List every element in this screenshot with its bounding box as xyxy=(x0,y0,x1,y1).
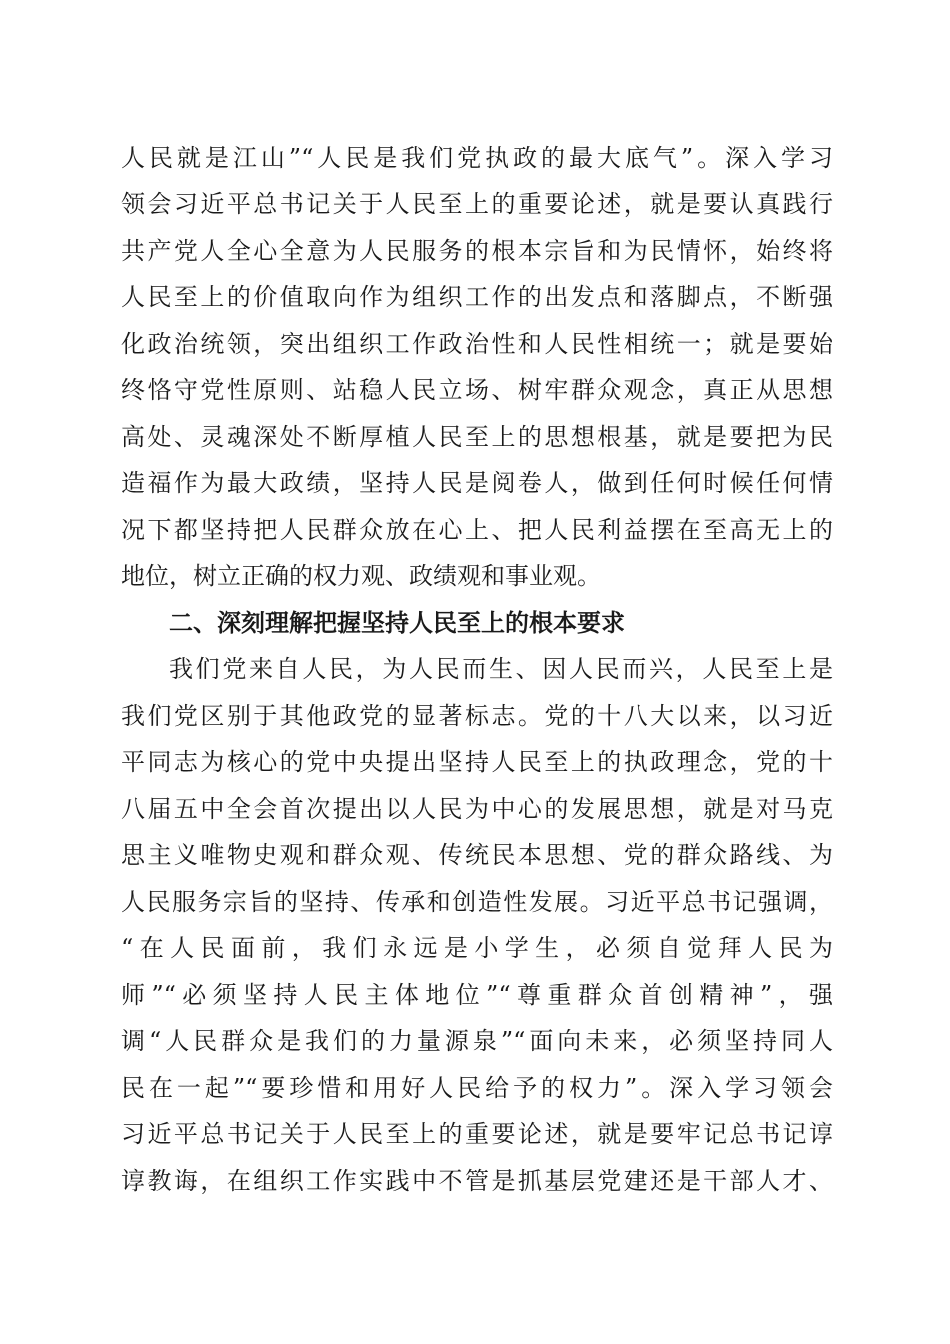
paragraph-2-line-2: 我们党区别于其他政党的显著标志。党的十八大以来，以习近 xyxy=(121,702,833,730)
paragraph-1-line-9: 况下都坚持把人民群众放在心上、把人民利益摆在至高无上的 xyxy=(121,516,833,544)
paragraph-1-line-7: 高处、灵魂深处不断厚植人民至上的思想根基，就是要把为民 xyxy=(121,423,833,451)
paragraph-2-line-4: 八届五中全会首次提出以人民为中心的发展思想，就是对马克 xyxy=(121,795,833,823)
paragraph-2-line-12: 谆教诲，在组织工作实践中不管是抓基层党建还是干部人才、 xyxy=(121,1167,833,1195)
paragraph-1-line-5: 化政治统领，突出组织工作政治性和人民性相统一；就是要始 xyxy=(121,330,833,358)
paragraph-2-line-10: 民在一起”“要珍惜和用好人民给予的权力”。深入学习领会 xyxy=(121,1074,833,1102)
paragraph-1-line-6: 终恪守党性原则、站稳人民立场、树牢群众观念，真正从思想 xyxy=(121,376,833,404)
paragraph-1-line-3: 共产党人全心全意为人民服务的根本宗旨和为民情怀，始终将 xyxy=(121,237,833,265)
paragraph-1-line-2: 领会习近平总书记关于人民至上的重要论述，就是要认真践行 xyxy=(121,190,833,218)
paragraph-2-line-7: “在人民面前，我们永远是小学生，必须自觉拜人民为 xyxy=(121,934,833,962)
paragraph-2-line-9: 调“人民群众是我们的力量源泉”“面向未来，必须坚持同人 xyxy=(121,1027,833,1055)
paragraph-1-line-1: 人民就是江山”“人民是我们党执政的最大底气”。深入学习 xyxy=(121,144,833,172)
section-heading: 二、深刻理解把握坚持人民至上的根本要求 xyxy=(169,609,625,637)
paragraph-2-line-5: 思主义唯物史观和群众观、传统民本思想、党的群众路线、为 xyxy=(121,841,833,869)
paragraph-2-line-1: 我们党来自人民，为人民而生、因人民而兴，人民至上是 xyxy=(169,655,833,683)
paragraph-1-line-10: 地位，树立正确的权力观、政绩观和事业观。 xyxy=(121,562,601,590)
paragraph-2-line-11: 习近平总书记关于人民至上的重要论述，就是要牢记总书记谆 xyxy=(121,1120,833,1148)
paragraph-2-line-6: 人民服务宗旨的坚持、传承和创造性发展。习近平总书记强调， xyxy=(121,888,833,916)
paragraph-1-line-8: 造福作为最大政绩，坚持人民是阅卷人，做到任何时候任何情 xyxy=(121,469,833,497)
paragraph-1-line-4: 人民至上的价值取向作为组织工作的出发点和落脚点，不断强 xyxy=(121,283,833,311)
paragraph-2-line-3: 平同志为核心的党中央提出坚持人民至上的执政理念，党的十 xyxy=(121,748,833,776)
paragraph-2-line-8: 师”“必须坚持人民主体地位”“尊重群众首创精神”，强 xyxy=(121,981,833,1009)
